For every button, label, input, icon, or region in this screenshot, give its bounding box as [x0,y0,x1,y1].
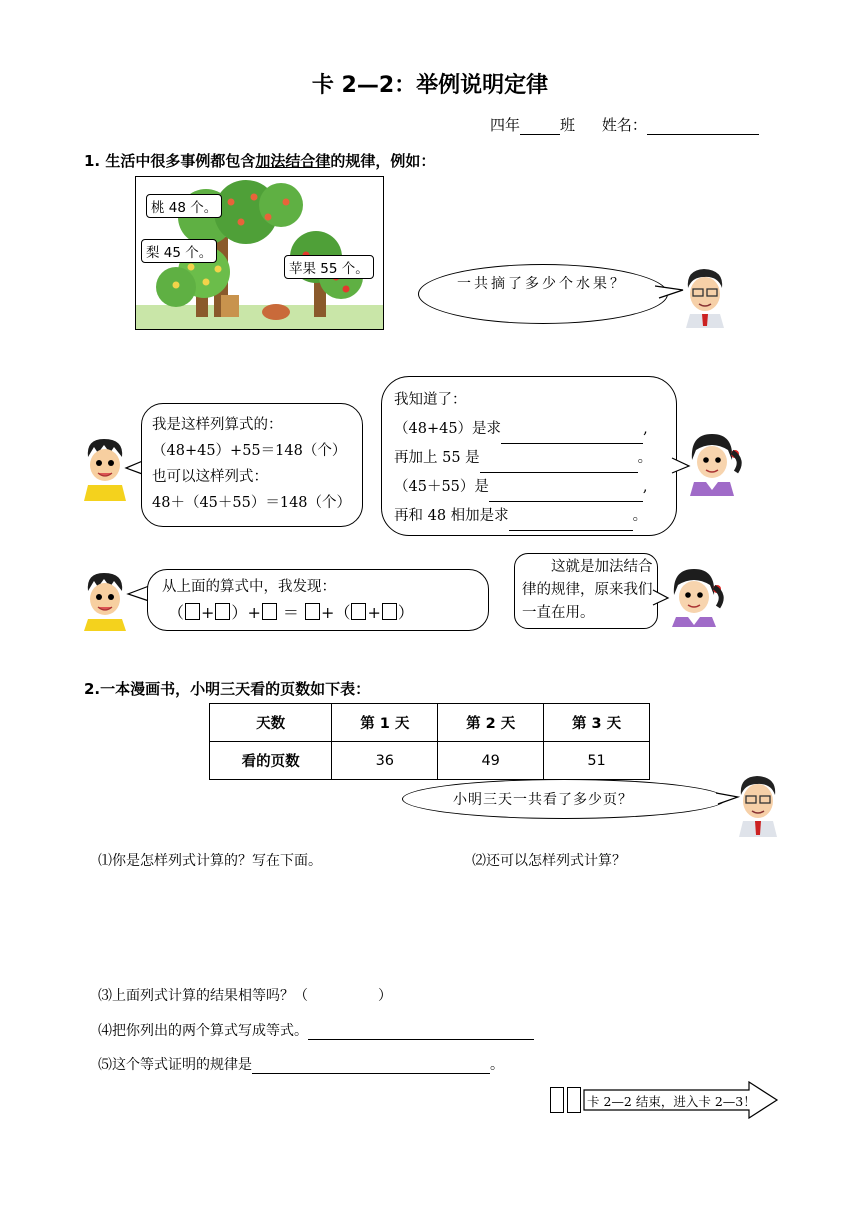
table-header: 天数 [210,704,332,742]
next-card-label: 卡 2—2 结束，进入卡 2—3！ [587,1094,756,1109]
table-header: 第 2 天 [438,704,544,742]
teacher-avatar-icon [680,266,728,328]
girl-line: 我知道了： [394,392,467,408]
apple-count-tag: 苹果 55 个。 [284,255,374,279]
teacher-question-bubble [402,779,726,819]
table-cell: 49 [438,742,544,780]
table-header-row [210,704,650,742]
name-label: 姓名： [601,116,647,134]
checkbox-square[interactable] [550,1087,564,1113]
pear-count-tag: 梨 45 个。 [141,239,217,263]
boy-avatar-icon [84,437,128,501]
class-blank[interactable] [520,134,560,135]
class-label: 班 [560,116,576,134]
sub-question-2: ⑵还可以怎样列式计算？ [472,853,626,869]
girl-conclusion-bubble [514,553,658,629]
girl-line: 再和 48 相加是求 [394,508,509,524]
question-2-prompt: 2.一本漫画书，小明三天看的页数如下表： [84,680,371,698]
boy-line: 48＋（45＋55）＝148（个） [152,495,352,511]
equation-blank[interactable] [308,1023,534,1040]
checkbox-square[interactable] [567,1087,581,1113]
pages-read-table [209,703,650,780]
girl-line: （48+45）是求 [394,421,502,437]
class-name-line [490,114,759,135]
boy-line: （48+45）+55＝148（个） [152,443,347,459]
boy-speech-bubble [141,403,363,527]
blank-box[interactable] [215,603,230,620]
sub-question-4 [98,1020,534,1040]
boy-speech-lines [152,412,351,516]
table-row-label: 看的页数 [210,742,332,780]
teacher-speech-bubble [418,264,668,324]
boy-line: 也可以这样列式： [152,469,268,485]
boy-avatar-icon [84,571,128,631]
girl-line: （45＋55）是 [394,479,489,495]
sub-question-3: ⑶上面列式计算的结果相等吗？（ ） [98,988,392,1004]
blank-box[interactable] [351,603,366,620]
question-1-prompt [84,150,435,171]
sub-question-1: ⑴你是怎样列式计算的？写在下面。 [98,853,322,869]
table-cell: 36 [332,742,438,780]
teacher-question-text: 小明三天一共看了多少页？ [453,792,633,808]
sub-question-4-text: ⑷把你列出的两个算式写成等式。 [98,1023,308,1039]
punctuation: 。 [637,450,653,466]
discovery-text: 从上面的算式中，我发现： [162,579,336,595]
blank-box[interactable] [382,603,397,620]
sub-question-5: ⑸这个等式证明的规律是 。 [98,1057,504,1073]
answer-blank[interactable] [501,425,643,444]
girl-line: 再加上 55 是 [394,450,480,466]
punctuation: , [642,479,648,495]
teacher-speech-text: 一共摘了多少个水果？ [457,276,627,292]
answer-blank[interactable] [489,483,643,502]
sub-question-5-text: ⑸这个等式证明的规律是 [98,1057,252,1073]
girl-avatar-icon [686,432,742,496]
girl-conclusion-text: 这就是加法结合律的规律，原来我们一直在用。 [522,559,653,621]
blank-box[interactable] [305,603,320,620]
q1-text-b: 的规律，例如： [330,152,436,170]
answer-blank[interactable] [509,512,633,531]
teacher-avatar-icon [733,773,781,837]
discovery-bubble [147,569,489,631]
peach-count-tag: 桃 48 个。 [146,194,222,218]
fruit-tree-illustration [135,176,384,330]
page-title: 卡 2—2：举例说明定律 [311,73,549,98]
blank-box[interactable] [185,603,200,620]
table-header: 第 1 天 [332,704,438,742]
associative-formula: （ + ）+ ＝ +（ + ） [168,603,414,622]
blank-box[interactable] [262,603,277,620]
grade-label: 四年 [490,116,521,134]
punctuation: , [643,421,648,437]
punctuation: 。 [632,508,648,524]
table-cell: 51 [544,742,650,780]
girl-speech-bubble [381,376,677,536]
q1-text-underlined: 加法结合律 [255,152,331,170]
answer-blank[interactable] [480,454,638,473]
boy-line: 我是这样列算式的： [152,417,283,433]
girl-speech-lines [394,386,652,531]
q1-text-a: 1. 生活中很多事例都包含 [84,152,256,170]
name-blank[interactable] [647,134,759,135]
table-header: 第 3 天 [544,704,650,742]
girl-avatar-icon [668,567,724,627]
table-row [210,742,650,780]
law-blank[interactable] [252,1057,490,1074]
